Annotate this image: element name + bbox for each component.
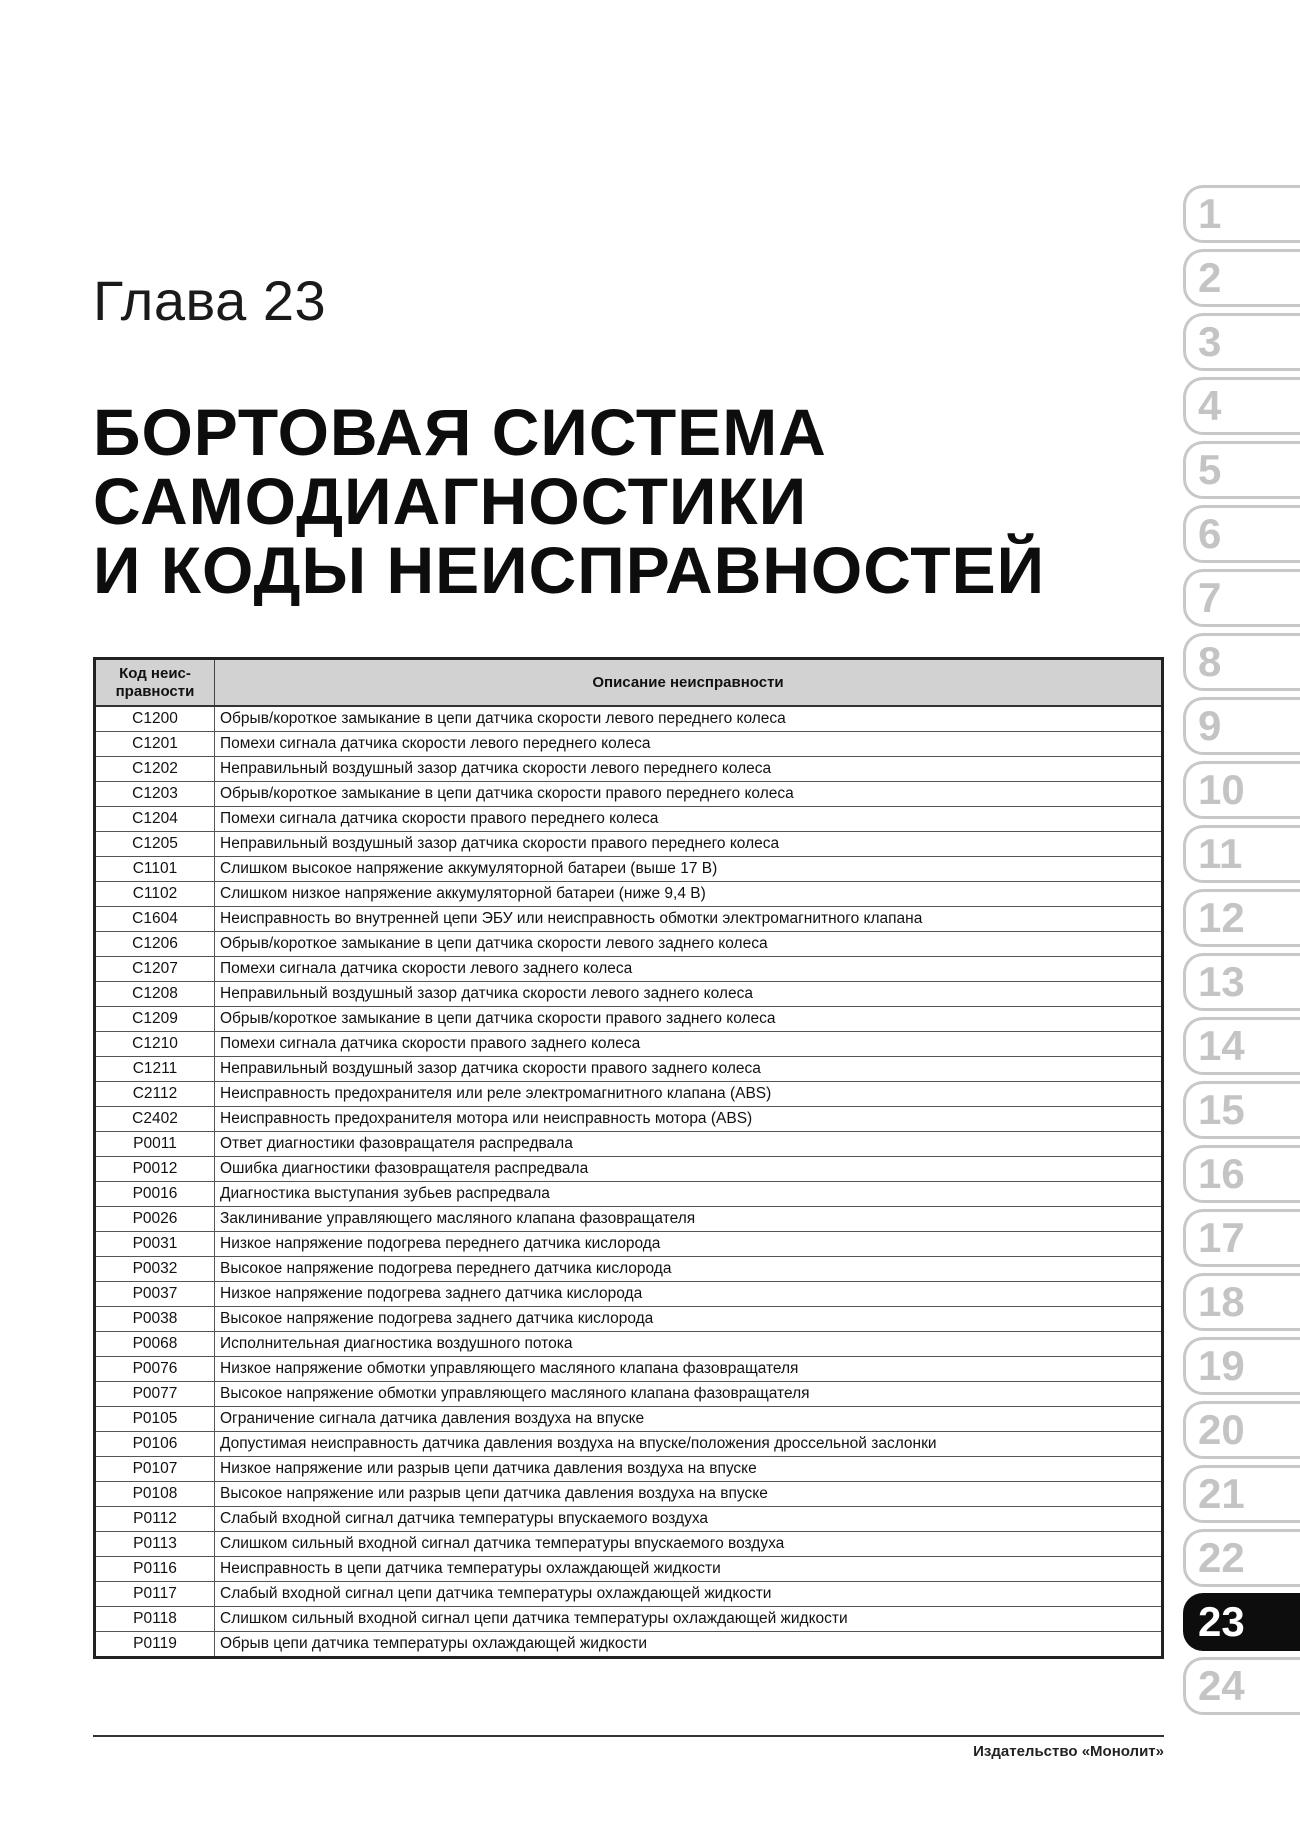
fault-code-cell: C1201	[95, 732, 215, 757]
chapter-tab-24[interactable]: 24	[1183, 1657, 1300, 1715]
chapter-tab-23[interactable]: 23	[1183, 1593, 1300, 1651]
table-row	[95, 1432, 1163, 1457]
table-row	[95, 982, 1163, 1007]
fault-description-cell: Неправильный воздушный зазор датчика скорости левого переднего колеса	[215, 757, 1163, 782]
chapter-tab-9[interactable]: 9	[1183, 697, 1300, 755]
chapter-tab-10[interactable]: 10	[1183, 761, 1300, 819]
table-row	[95, 1057, 1163, 1082]
fault-code-cell: P0107	[95, 1457, 215, 1482]
fault-description-cell: Ошибка диагностики фазовращателя распредвала	[215, 1157, 1163, 1182]
table-row	[95, 1357, 1163, 1382]
fault-description-cell: Обрыв/короткое замыкание в цепи датчика скорости левого заднего колеса	[215, 932, 1163, 957]
fault-description-cell: Ответ диагностики фазовращателя распредвала	[215, 1132, 1163, 1157]
fault-code-cell: C1208	[95, 982, 215, 1007]
fault-code-cell: P0106	[95, 1432, 215, 1457]
table-row	[95, 1157, 1163, 1182]
table-row	[95, 782, 1163, 807]
chapter-title-line: САМОДИАГНОСТИКИ	[93, 464, 808, 538]
chapter-tab-21[interactable]: 21	[1183, 1465, 1300, 1523]
chapter-title	[93, 395, 1046, 607]
fault-code-cell: C1206	[95, 932, 215, 957]
fault-code-cell: C2402	[95, 1107, 215, 1132]
table-row	[95, 1482, 1163, 1507]
chapter-tab-7[interactable]: 7	[1183, 569, 1300, 627]
fault-code-cell: C1210	[95, 1032, 215, 1057]
fault-code-cell: C1102	[95, 882, 215, 907]
fault-code-cell: P0117	[95, 1582, 215, 1607]
fault-description-cell: Обрыв/короткое замыкание в цепи датчика скорости правого заднего колеса	[215, 1007, 1163, 1032]
table-row	[95, 1382, 1163, 1407]
fault-code-cell: P0112	[95, 1507, 215, 1532]
fault-description-cell: Неисправность предохранителя мотора или неисправность мотора (ABS)	[215, 1107, 1163, 1132]
table-row	[95, 1207, 1163, 1232]
chapter-tab-20[interactable]: 20	[1183, 1401, 1300, 1459]
fault-code-cell: P0037	[95, 1282, 215, 1307]
table-row	[95, 1407, 1163, 1432]
table-row	[95, 832, 1163, 857]
fault-code-cell: C1211	[95, 1057, 215, 1082]
table-row	[95, 1132, 1163, 1157]
table-row	[95, 757, 1163, 782]
chapter-tab-2[interactable]: 2	[1183, 249, 1300, 307]
fault-description-cell: Неправильный воздушный зазор датчика скорости левого заднего колеса	[215, 982, 1163, 1007]
fault-code-cell: C1203	[95, 782, 215, 807]
fault-code-cell: C1205	[95, 832, 215, 857]
chapter-title-line: БОРТОВАЯ СИСТЕМА	[93, 395, 827, 469]
chapter-tab-8[interactable]: 8	[1183, 633, 1300, 691]
fault-code-cell: P0038	[95, 1307, 215, 1332]
fault-description-cell: Неисправность предохранителя или реле электромагнитного клапана (ABS)	[215, 1082, 1163, 1107]
fault-code-cell: C1101	[95, 857, 215, 882]
chapter-tab-1[interactable]: 1	[1183, 185, 1300, 243]
chapter-tab-19[interactable]: 19	[1183, 1337, 1300, 1395]
table-row	[95, 882, 1163, 907]
fault-code-cell: P0011	[95, 1132, 215, 1157]
chapter-tab-14[interactable]: 14	[1183, 1017, 1300, 1075]
fault-description-cell: Ограничение сигнала датчика давления воздуха на впуске	[215, 1407, 1163, 1432]
table-row	[95, 1607, 1163, 1632]
fault-description-cell: Слишком низкое напряжение аккумуляторной батареи (ниже 9,4 В)	[215, 882, 1163, 907]
chapter-tabs	[1183, 185, 1300, 1721]
fault-description-cell: Допустимая неисправность датчика давления воздуха на впуске/положения дроссельной заслонки	[215, 1432, 1163, 1457]
fault-code-cell: P0077	[95, 1382, 215, 1407]
column-header-description: Описание неисправности	[215, 659, 1163, 707]
fault-description-cell: Диагностика выступания зубьев распредвала	[215, 1182, 1163, 1207]
fault-description-cell: Помехи сигнала датчика скорости правого переднего колеса	[215, 807, 1163, 832]
fault-description-cell: Низкое напряжение подогрева переднего датчика кислорода	[215, 1232, 1163, 1257]
table-header-row	[95, 659, 1163, 707]
fault-code-cell: P0118	[95, 1607, 215, 1632]
footer-rule	[93, 1735, 1164, 1737]
chapter-tab-22[interactable]: 22	[1183, 1529, 1300, 1587]
table-row	[95, 1032, 1163, 1057]
chapter-tab-12[interactable]: 12	[1183, 889, 1300, 947]
table-row	[95, 1307, 1163, 1332]
fault-code-cell: P0031	[95, 1232, 215, 1257]
table-row	[95, 1507, 1163, 1532]
fault-codes-table	[93, 657, 1164, 1659]
table-row	[95, 1532, 1163, 1557]
fault-code-cell: C1207	[95, 957, 215, 982]
table-row	[95, 1107, 1163, 1132]
fault-code-cell: P0068	[95, 1332, 215, 1357]
fault-code-cell: C1204	[95, 807, 215, 832]
chapter-tab-11[interactable]: 11	[1183, 825, 1300, 883]
fault-description-cell: Слишком сильный входной сигнал датчика температуры впускаемого воздуха	[215, 1532, 1163, 1557]
fault-code-cell: P0105	[95, 1407, 215, 1432]
table-row	[95, 857, 1163, 882]
fault-code-cell: P0108	[95, 1482, 215, 1507]
chapter-label: Глава 23	[93, 269, 327, 332]
table-row	[95, 732, 1163, 757]
table-row	[95, 1007, 1163, 1032]
fault-description-cell: Высокое напряжение подогрева переднего датчика кислорода	[215, 1257, 1163, 1282]
fault-description-cell: Низкое напряжение или разрыв цепи датчика давления воздуха на впуске	[215, 1457, 1163, 1482]
fault-description-cell: Помехи сигнала датчика скорости левого переднего колеса	[215, 732, 1163, 757]
fault-code-cell: P0116	[95, 1557, 215, 1582]
table-row	[95, 1582, 1163, 1607]
table-row	[95, 1232, 1163, 1257]
table-row	[95, 807, 1163, 832]
fault-code-cell: C1200	[95, 706, 215, 732]
publisher-name: Издательство «Монолит»	[973, 1743, 1164, 1760]
table-row	[95, 1332, 1163, 1357]
chapter-tab-3[interactable]: 3	[1183, 313, 1300, 371]
fault-description-cell: Слишком высокое напряжение аккумуляторной батареи (выше 17 В)	[215, 857, 1163, 882]
fault-code-cell: P0026	[95, 1207, 215, 1232]
fault-description-cell: Слишком сильный входной сигнал цепи датчика температуры охлаждающей жидкости	[215, 1607, 1163, 1632]
fault-code-cell: P0076	[95, 1357, 215, 1382]
chapter-tab-16[interactable]: 16	[1183, 1145, 1300, 1203]
fault-description-cell: Обрыв/короткое замыкание в цепи датчика скорости правого переднего колеса	[215, 782, 1163, 807]
fault-description-cell: Помехи сигнала датчика скорости левого заднего колеса	[215, 957, 1163, 982]
fault-description-cell: Слабый входной сигнал датчика температуры впускаемого воздуха	[215, 1507, 1163, 1532]
fault-code-cell: P0032	[95, 1257, 215, 1282]
fault-code-cell: P0119	[95, 1632, 215, 1658]
table-row	[95, 706, 1163, 732]
table-row	[95, 1632, 1163, 1658]
fault-code-cell: C1202	[95, 757, 215, 782]
fault-code-cell: C1604	[95, 907, 215, 932]
chapter-tab-4[interactable]: 4	[1183, 377, 1300, 435]
fault-description-cell: Низкое напряжение обмотки управляющего масляного клапана фазовращателя	[215, 1357, 1163, 1382]
chapter-tab-17[interactable]: 17	[1183, 1209, 1300, 1267]
fault-description-cell: Помехи сигнала датчика скорости правого заднего колеса	[215, 1032, 1163, 1057]
fault-code-cell: C2112	[95, 1082, 215, 1107]
chapter-title-line: И КОДЫ НЕИСПРАВНОСТЕЙ	[93, 533, 1046, 607]
fault-description-cell: Заклинивание управляющего масляного клапана фазовращателя	[215, 1207, 1163, 1232]
fault-description-cell: Высокое напряжение обмотки управляющего масляного клапана фазовращателя	[215, 1382, 1163, 1407]
table-row	[95, 932, 1163, 957]
chapter-tab-15[interactable]: 15	[1183, 1081, 1300, 1139]
fault-code-cell: P0113	[95, 1532, 215, 1557]
table-row	[95, 1557, 1163, 1582]
chapter-tab-18[interactable]: 18	[1183, 1273, 1300, 1331]
table-row	[95, 1282, 1163, 1307]
fault-description-cell: Неправильный воздушный зазор датчика скорости правого заднего колеса	[215, 1057, 1163, 1082]
table-row	[95, 907, 1163, 932]
fault-code-cell: P0012	[95, 1157, 215, 1182]
table-row	[95, 1182, 1163, 1207]
table-row	[95, 1082, 1163, 1107]
table-row	[95, 1257, 1163, 1282]
chapter-tab-13[interactable]: 13	[1183, 953, 1300, 1011]
table-row	[95, 1457, 1163, 1482]
fault-description-cell: Высокое напряжение или разрыв цепи датчика давления воздуха на впуске	[215, 1482, 1163, 1507]
fault-description-cell: Неправильный воздушный зазор датчика скорости правого переднего колеса	[215, 832, 1163, 857]
chapter-tab-6[interactable]: 6	[1183, 505, 1300, 563]
fault-description-cell: Неисправность во внутренней цепи ЭБУ или неисправность обмотки электромагнитного клапана	[215, 907, 1163, 932]
fault-description-cell: Неисправность в цепи датчика температуры охлаждающей жидкости	[215, 1557, 1163, 1582]
fault-code-cell: P0016	[95, 1182, 215, 1207]
column-header-code: Код неис-правности	[95, 659, 215, 707]
fault-description-cell: Слабый входной сигнал цепи датчика температуры охлаждающей жидкости	[215, 1582, 1163, 1607]
fault-description-cell: Обрыв цепи датчика температуры охлаждающей жидкости	[215, 1632, 1163, 1658]
chapter-tab-5[interactable]: 5	[1183, 441, 1300, 499]
fault-description-cell: Высокое напряжение подогрева заднего датчика кислорода	[215, 1307, 1163, 1332]
fault-code-cell: C1209	[95, 1007, 215, 1032]
table-body	[95, 706, 1163, 1658]
fault-description-cell: Исполнительная диагностика воздушного потока	[215, 1332, 1163, 1357]
fault-description-cell: Обрыв/короткое замыкание в цепи датчика скорости левого переднего колеса	[215, 706, 1163, 732]
fault-description-cell: Низкое напряжение подогрева заднего датчика кислорода	[215, 1282, 1163, 1307]
table-row	[95, 957, 1163, 982]
